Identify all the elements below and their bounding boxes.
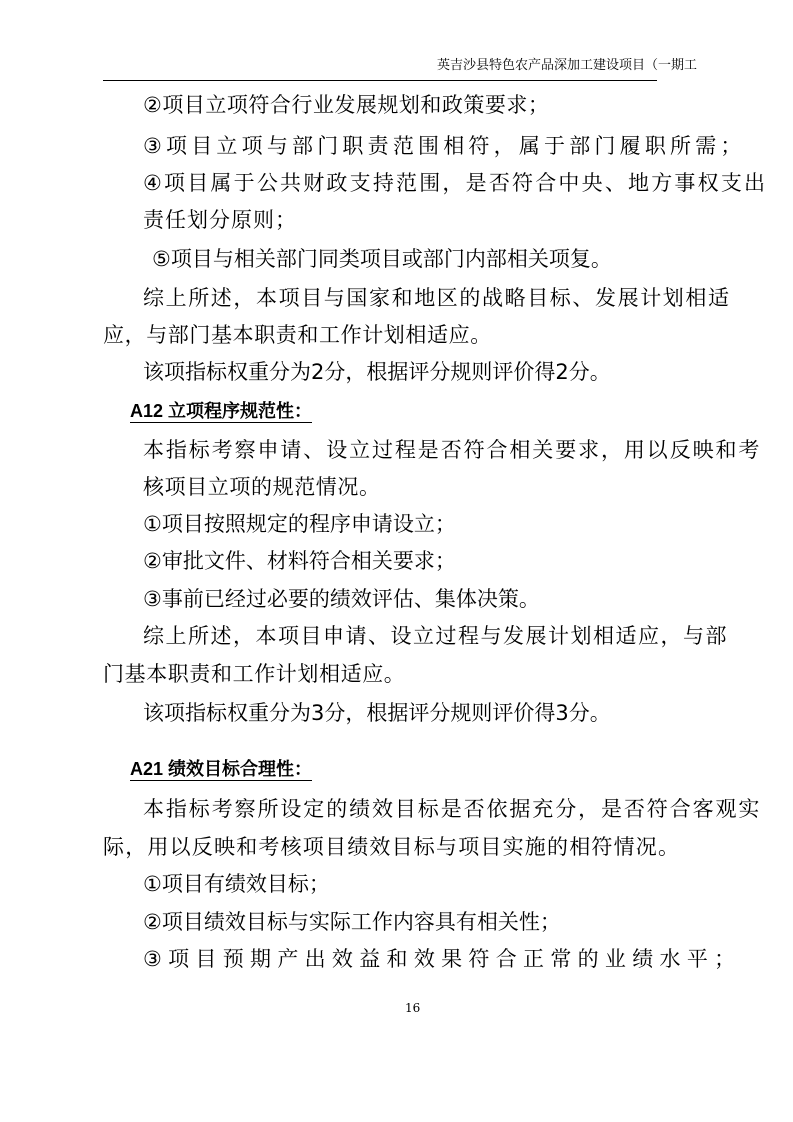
page-header: 英吉沙县特色农产品深加工建设项目（一期工	[436, 58, 697, 73]
section-heading: A21 绩效目标合理性：	[130, 759, 313, 779]
body-line: 该项指标权重分为2分，根据评分规则评价得2分。	[143, 360, 611, 384]
body-line: ②项目绩效目标与实际工作内容具有相关性；	[143, 910, 561, 934]
body-line: 综上所述，本项目与国家和地区的战略目标、发展计划相适	[143, 286, 731, 310]
body-line: 责任划分原则；	[143, 208, 297, 232]
body-line: ①项目按照规定的程序申请设立；	[143, 512, 456, 536]
body-line: ③事前已经过必要的绩效评估、集体决策。	[143, 587, 540, 611]
body-line: 核项目立项的规范情况。	[143, 475, 381, 499]
page-number: 16	[405, 1001, 421, 1015]
body-line: ⑤项目与相关部门同类项目或部门内部相关项复。	[152, 247, 612, 271]
body-line: 际，用以反映和考核项目绩效目标与项目实施的相符情况。	[103, 835, 681, 859]
body-line: 本指标考察申请、设立过程是否符合相关要求，用以反映和考	[143, 438, 762, 462]
section-heading: A12 立项程序规范性：	[130, 401, 313, 421]
body-line: ③项目预期产出效益和效果符合正常的业绩水平；	[143, 947, 742, 971]
body-line: ②审批文件、材料符合相关要求；	[143, 549, 456, 573]
body-line: 本指标考察所设定的绩效目标是否依据充分，是否符合客观实	[143, 797, 762, 821]
body-line: 应，与部门基本职责和工作计划相适应。	[103, 323, 492, 347]
header-rule	[103, 80, 657, 81]
body-line: 该项指标权重分为3分，根据评分规则评价得3分。	[143, 701, 611, 725]
body-line: 综上所述，本项目申请、设立过程与发展计划相适应，与部	[143, 624, 728, 648]
body-line: ④项目属于公共财政支持范围，是否符合中央、地方事权支出	[143, 171, 768, 195]
body-line: ③项目立项与部门职责范围相符，属于部门履职所需；	[143, 134, 746, 158]
body-line: 门基本职责和工作计划相适应。	[103, 662, 406, 686]
body-line: ①项目有绩效目标；	[143, 872, 330, 896]
body-line: ②项目立项符合行业发展规划和政策要求；	[143, 93, 550, 117]
